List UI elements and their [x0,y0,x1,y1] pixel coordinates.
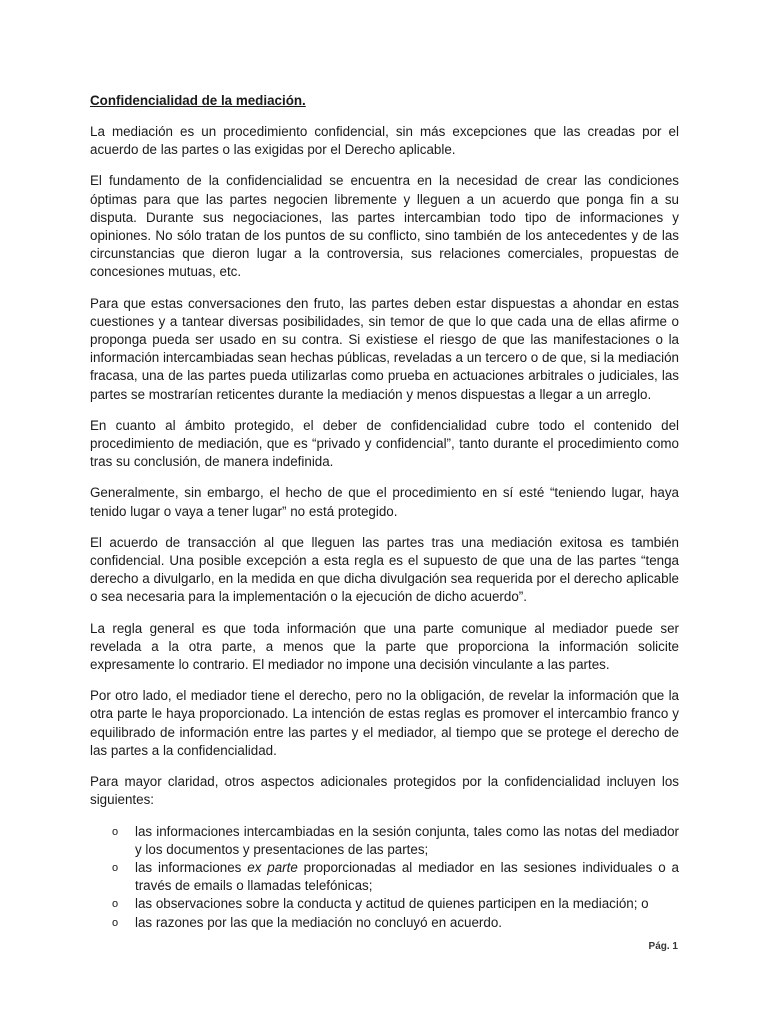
page-number: Pág. 1 [648,941,678,952]
paragraph-2: El fundamento de la confidencialidad se encuentra en la necesidad de crear las condiciones óptimas para que las partes negocien libremente y lleguen a un acuerdo que ponga fin a su disputa. Durante sus negociaciones, las partes intercambian todo tipo de informaciones y opiniones. No sólo tratan de los puntos de su conflicto, sino también de los antecedentes y de las circunstancias que dieron lugar a la controversia, sus relaciones comerciales, propuestas de concesiones mutuas, etc. [90,173,679,280]
paragraph-5: Generalmente, sin embargo, el hecho de que el procedimiento en sí esté “teniendo lugar, haya tenido lugar o vaya a tener lugar” no está protegido. [90,485,679,519]
list-item [90,895,679,913]
document-body [90,92,679,932]
bullet-icon: o [112,898,119,911]
paragraph-8: Por otro lado, el mediador tiene el derecho, pero no la obligación, de revelar la información que la otra parte le haya proporcionado. La intención de estas reglas es promover el intercambio franco y equilibrado de información entre las partes y el mediador, al tiempo que se protege el derecho de las partes a la confidencialidad. [90,688,679,758]
list-item-text-italic: ex parte [247,859,298,875]
list-item-text-before: las informaciones [135,859,248,875]
bullet-icon: o [112,916,119,929]
document-title: Confidencialidad de la mediación. [90,93,306,108]
protected-aspects-list [90,823,679,932]
paragraph-6: El acuerdo de transacción al que lleguen las partes tras una mediación exitosa es también confidencial. Una posible excepción a esta regla es el supuesto de que una de las partes “tenga derecho a divulgarlo, en la medida en que dicha divulgación sea requerida por el derecho aplicable o sea necesaria para la implementación o la ejecución de dicho acuerdo”. [90,534,679,605]
bullet-icon: o [112,825,119,838]
list-item [90,823,679,859]
paragraph-9: Para mayor claridad, otros aspectos adicionales protegidos por la confidencialidad incluyen los siguientes: [90,774,679,808]
paragraph-4: En cuanto al ámbito protegido, el deber de confidencialidad cubre todo el contenido del procedimiento de mediación, que es “privado y confidencial”, tanto durante el procedimiento como tras su conclusión, de manera indefinida. [90,417,679,470]
paragraph-7: La regla general es que toda información que una parte comunique al mediador puede ser revelada a la otra parte, a menos que la parte que proporciona la información solicite expresamente lo contrario. El mediador no impone una decisión vinculante a las partes. [90,620,679,673]
list-item [90,859,679,895]
list-item-text: las observaciones sobre la conducta y actitud de quienes participen en la mediación; o [135,896,649,912]
list-item [90,914,679,932]
list-item-text-after: proporcionadas al mediador en las sesiones individuales o a través de emails o llamadas telefónicas; [135,859,679,894]
list-item-text: las informaciones intercambiadas en la sesión conjunta, tales como las notas del mediador y los documentos y presentaciones de las partes; [135,823,679,857]
paragraph-3: Para que estas conversaciones den fruto, las partes deben estar dispuestas a ahondar en estas cuestiones y a tantear diversas posibilidades, sin temor de que lo que cada una de ellas afirme o proponga pueda ser usado en su contra. Si existiese el riesgo de que las manifestaciones o la información intercambiadas sean hechas públicas, reveladas a un tercero o de que, si la mediación fracasa, una de las partes pueda utilizarlas como prueba en actuaciones arbitrales o judiciales, las partes se mostrarían reticentes durante la mediación y menos dispuestas a llegar a un arreglo. [90,295,679,402]
bullet-icon: o [112,861,119,874]
paragraph-1: La mediación es un procedimiento confidencial, sin más excepciones que las creadas por el acuerdo de las partes o las exigidas por el Derecho aplicable. [90,124,679,158]
list-item-text: las razones por las que la mediación no concluyó en acuerdo. [135,914,502,930]
